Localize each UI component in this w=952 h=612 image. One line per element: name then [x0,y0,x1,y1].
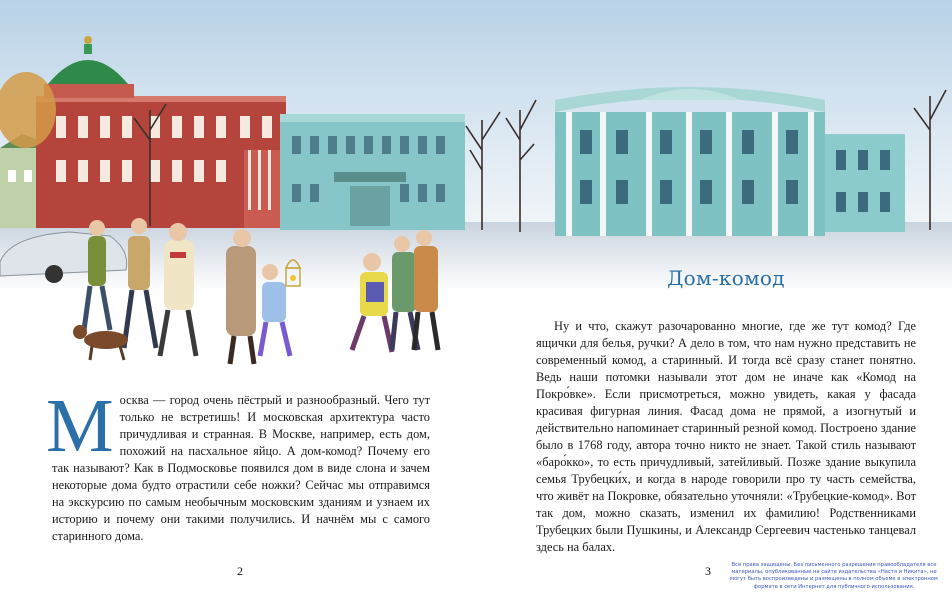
left-page-text [46,384,430,545]
left-body-text: осква — город очень пёстрый и разнообразный. Чего тут только не встретишь! И московская архитектура часто причудливая и странная. В Москве, например, есть дом, похожий на пасхальное яйцо. А дом-комод? Почему его так называют? Как в Подмосковье появился дом в виде слона и зачем некоторые дома будто отрастили себе ножки? Сейчас мы отправимся на экскурсию по самым необычным московским зданиям и узнаем их историю и почему они такими получились. И начнём мы с самого старинного дома. [52,393,430,543]
right-body-text: Ну и что, скажут разочарованно многие, где же тут комод? Где ящички для белья, ручки? А дело в том, что нам нужно представить не современный комод, а старинный. И тогда всё сразу станет понятно. Ведь наши потомки называли этот дом не иначе как «Комод на Покро́вке». Если присмотреться, можно увидеть, какая у фасада красивая фигурная линия. Фасад дома не прямой, а изогнутый и действительно напоминает старинный резной комод. Построено здание было в 1768 году, автора точно никто не знает. Такой стиль называют «баро́кко», то есть причудливый, затейливый. Позже здание выкупила семья Трубецки́х, и когда в народе говорили про ту часть семейства, что живёт на Покровке, обязательно уточняли: «Трубецкие-комод». Вот так дом, можно сказать, изменил их фамилию! Родственниками Трубецких были Пушкины, и Александр Сергеевич частенько танцевал здесь на балах. [536,319,916,554]
page-number-left: 2 [237,564,243,578]
teal-mansion-middle [280,114,465,230]
person [226,229,256,364]
right-page-text [536,318,916,556]
dog [73,325,128,360]
page-number-right: 3 [705,564,711,578]
person [414,230,438,350]
left-paragraph [46,384,430,545]
copyright-notice: Все права защищены. Без письменного разрешения правообладателя все материалы, опубликованные на сайте издательства «Настя и Никита», не могут быть воспроизведены и размещены в полном объеме в электронном формате в сети Интернет для публичного использования. [730,562,938,590]
drop-cap: М [46,384,114,468]
page-title: Дом-комод [667,266,785,290]
